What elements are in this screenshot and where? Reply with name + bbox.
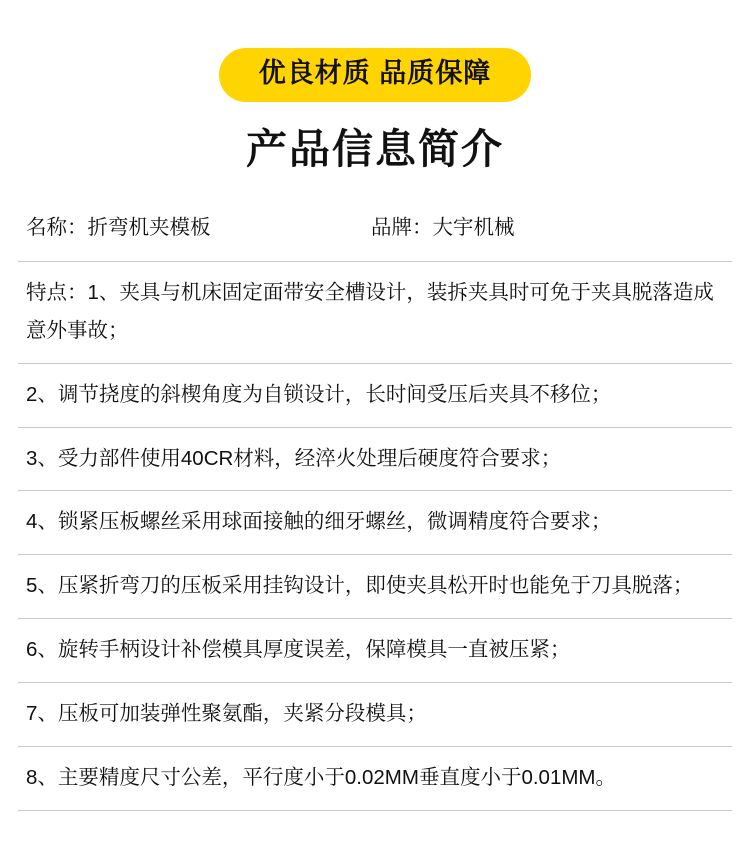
table-row <box>18 619 732 683</box>
feature-text: 5、压紧折弯刀的压板采用挂钩设计，即使夹具松开时也能免于刀具脱落； <box>26 574 694 598</box>
feature-text: 4、锁紧压板螺丝采用球面接触的细牙螺丝，微调精度符合要求； <box>26 510 612 534</box>
quality-badge: 优良材质 品质保障 <box>219 48 532 102</box>
feature-text: 8、主要精度尺寸公差，平行度小于0.02MM垂直度小于0.01MM。 <box>26 766 617 790</box>
page-title: 产品信息简介 <box>246 125 504 172</box>
table-row <box>18 428 732 492</box>
product-name-cell <box>26 209 371 247</box>
product-brand-label: 品牌： <box>371 215 433 239</box>
feature-text: 3、受力部件使用40CR材料，经淬火处理后硬度符合要求； <box>26 446 562 470</box>
info-table <box>18 201 732 811</box>
feature-text: 6、旋转手柄设计补偿模具厚度误差，保障模具一直被压紧； <box>26 638 571 662</box>
table-row <box>18 262 732 364</box>
table-row <box>18 364 732 428</box>
table-row <box>18 555 732 619</box>
table-row <box>18 747 732 811</box>
feature-text: 1、夹具与机床固定面带安全槽设计，装拆夹具时可免于夹具脱落造成意外事故； <box>26 280 714 342</box>
product-brand-value: 大宇机械 <box>432 215 515 239</box>
table-row <box>18 683 732 747</box>
badge-container <box>18 0 732 102</box>
product-name-value: 折弯机夹模板 <box>87 215 211 239</box>
table-row <box>18 491 732 555</box>
feature-text: 7、压板可加装弹性聚氨酯，夹紧分段模具； <box>26 702 427 726</box>
product-name-label: 名称： <box>26 215 88 239</box>
features-label: 特点： <box>26 280 88 304</box>
feature-text: 2、调节挠度的斜楔角度为自锁设计，长时间受压后夹具不移位； <box>26 382 612 406</box>
product-brand-cell <box>371 209 724 247</box>
table-row-basic-info <box>18 201 732 262</box>
